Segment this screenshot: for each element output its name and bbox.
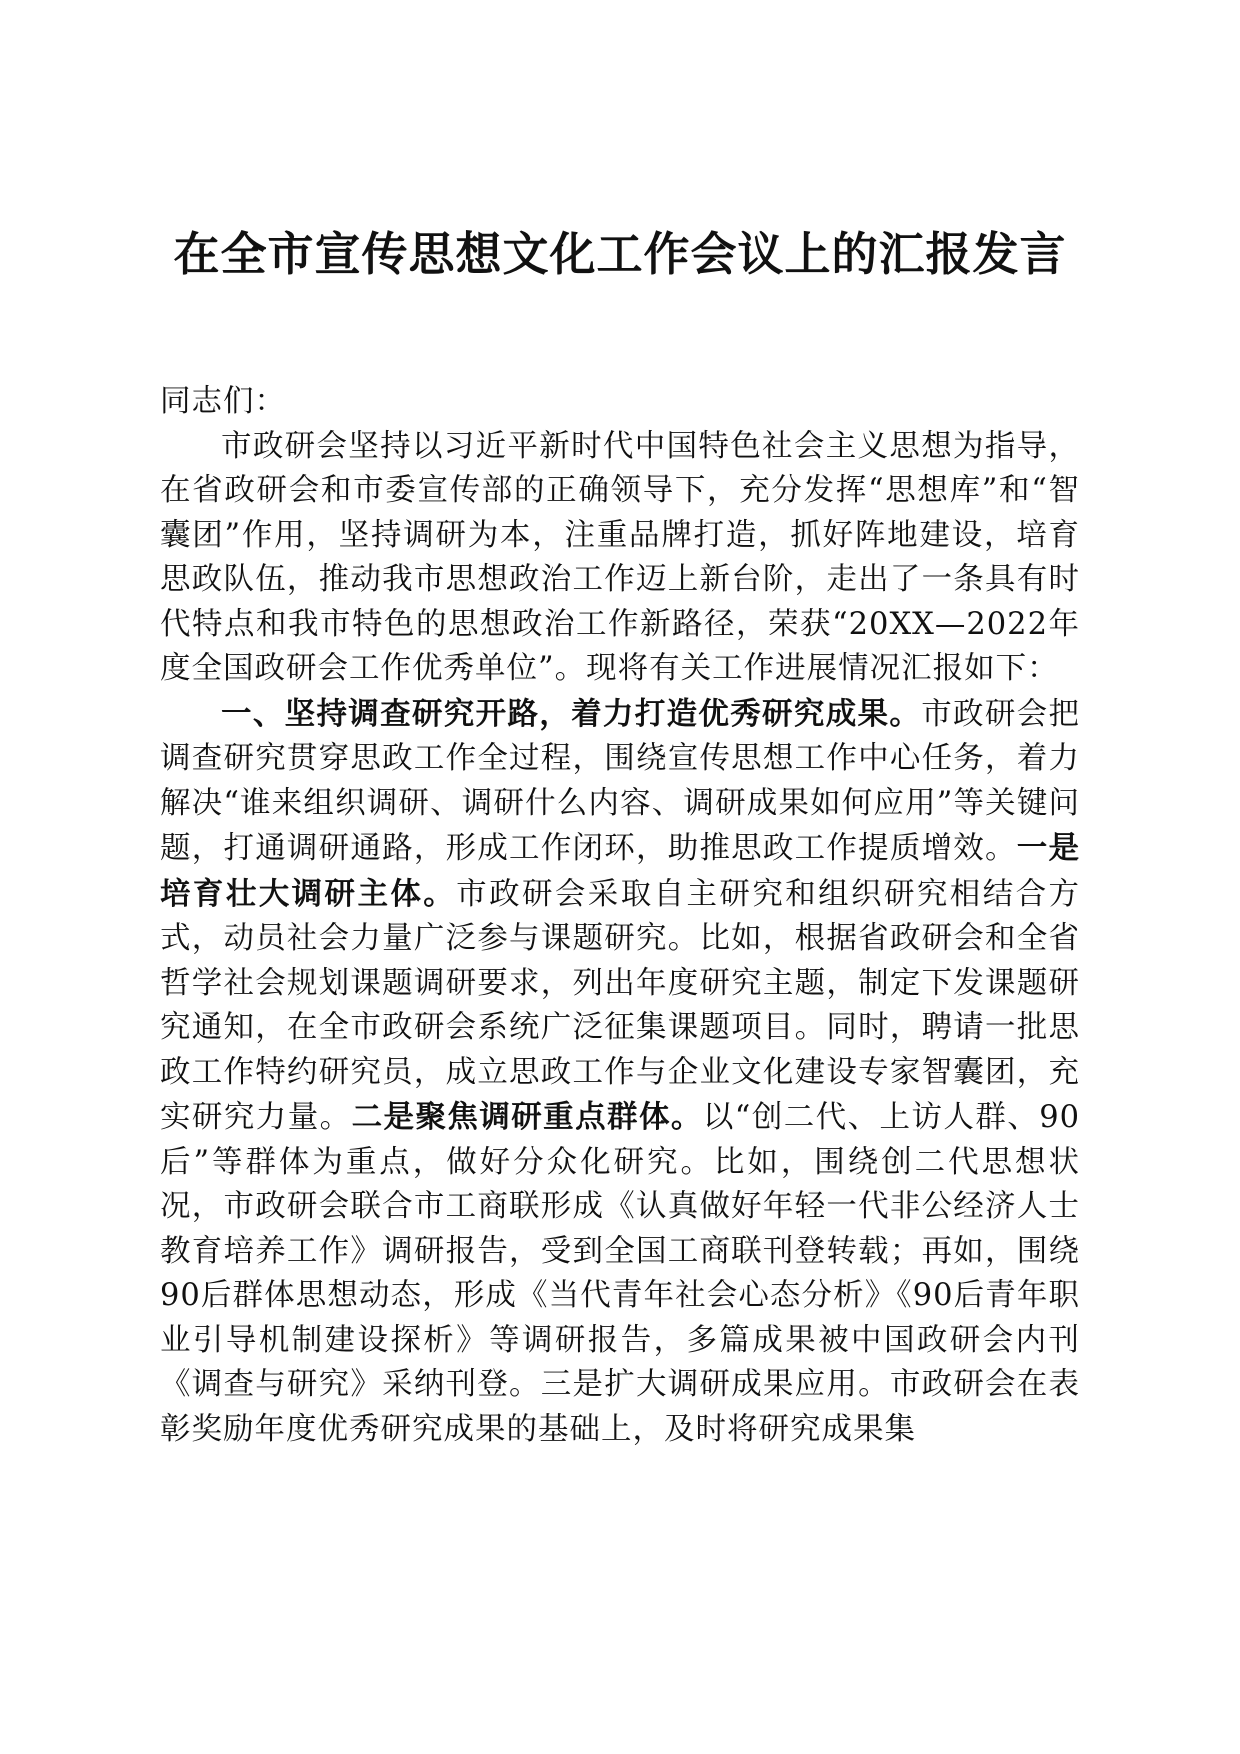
section-1-paragraph <box>160 692 1080 1453</box>
point-3-text: 三是扩大调研成果应用。市政研会在表彰奖励年度优秀研究成果的基础上，及时将研究成果集 <box>160 1367 1081 1447</box>
page-title: 在全市宣传思想文化工作会议上的汇报发言 <box>173 227 1067 281</box>
section-1-lead: 市政研会把调查研究贯穿思政工作全过程，围绕宣传思想工作中心任务，着力解决“谁来组织调研、调研什么内容、调研成果如何应用”等关键问题，打通调研通路，形成工作闭环，助推思政工作提质增效。 <box>160 696 1081 866</box>
point-2-title: 二是聚焦调研重点群体。 <box>351 1099 703 1135</box>
point-1-text: 市政研会采取自主研究和组织研究相结合方式，动员社会力量广泛参与课题研究。比如，根据省政研会和全省哲学社会规划课题调研要求，列出年度研究主题，制定下发课题研究通知，在全市政研会系统广泛征集课题项目。同时，聘请一批思政工作特约研究员，成立思政工作与企业文化建设专家智囊团，充实研究力量。 <box>160 876 1081 1135</box>
point-1-title: 一是培育壮大调研主体。 <box>160 830 1081 912</box>
intro-paragraph: 市政研会坚持以习近平新时代中国特色社会主义思想为指导，在省政研会和市委宣传部的正确领导下，充分发挥“思想库”和“智囊团”作用，坚持调研为本，注重品牌打造，抓好阵地建设，培育思政队伍，推动我市思想政治工作迈上新台阶，走出了一条具有时代特点和我市特色的思想政治工作新路径，荣获“20XX—2022年度全国政研会工作优秀单位”。现将有关工作进展情况汇报如下： <box>160 428 1080 686</box>
document-body <box>160 380 1080 1452</box>
point-2-text: 以“创二代、上访人群、90后”等群体为重点，做好分众化研究。比如，围绕创二代思想状况，市政研会联合市工商联形成《认真做好年轻一代非公经济人士教育培养工作》调研报告，受到全国工商联刊登转载；再如，围绕90后群体思想动态，形成《当代青年社会心态分析》《90后青年职业引导机制建设探析》等调研报告，多篇成果被中国政研会内刊《调查与研究》采纳刊登。 <box>160 1100 1081 1402</box>
section-1-heading: 一、坚持调查研究开路，着力打造优秀研究成果。 <box>221 695 922 732</box>
salutation: 同志们： <box>160 384 286 419</box>
